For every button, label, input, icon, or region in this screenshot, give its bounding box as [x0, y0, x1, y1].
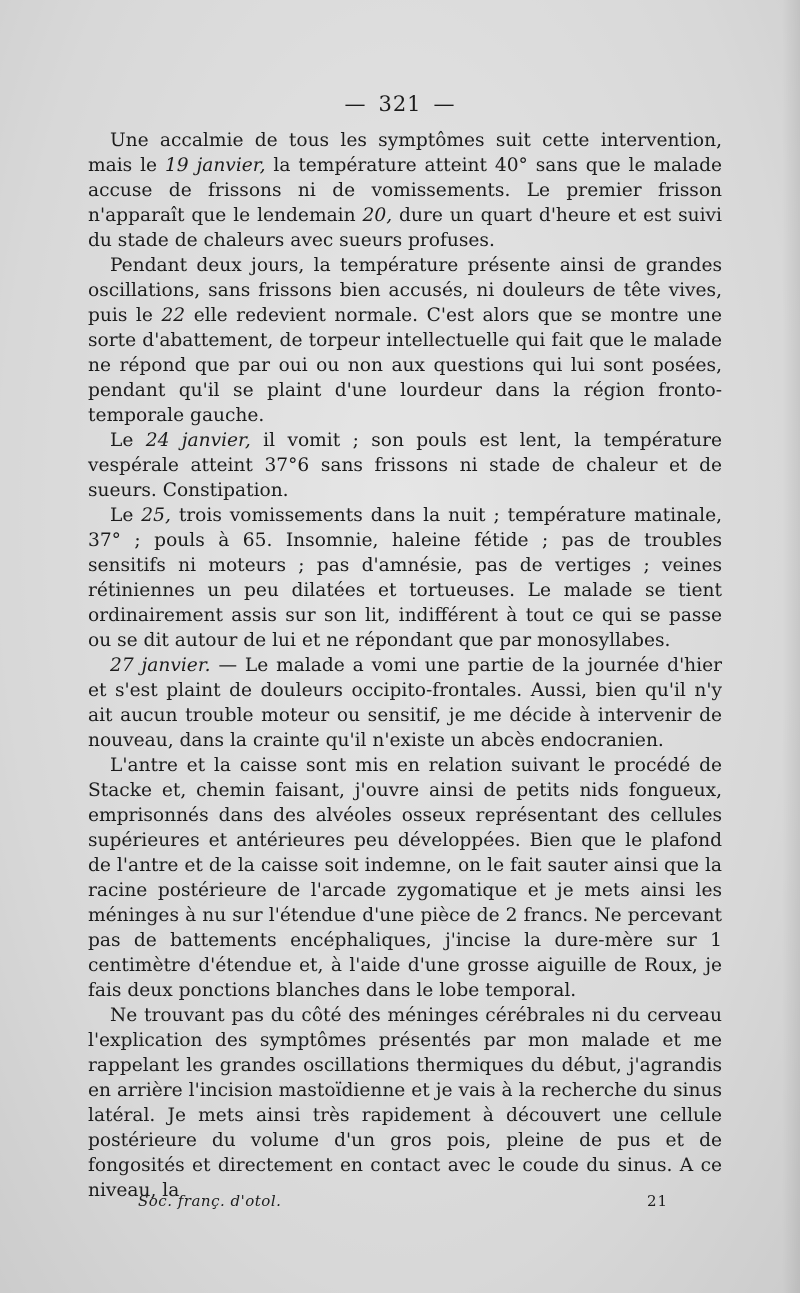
paragraph — [88, 653, 722, 753]
paragraph-text: dure un quart d'heure et est suivi du stade de chaleurs avec sueurs profuses. — [88, 205, 723, 251]
paragraph — [88, 428, 722, 503]
page-number: 321 — [378, 92, 422, 116]
paragraph-italic: 25, — [141, 505, 171, 526]
paragraph-text: elle redevient normale. C'est alors que se montre une sorte d'abattement, de torpeur intellectuelle qui fait que le malade ne répond que par oui ou non aux questions qui lui sont posées, pendant qu'il se plaint d'une lourdeur dans la région fronto-temporale gauche. — [88, 305, 722, 426]
paragraph-text: Une accalmie de tous les symptômes suit cette intervention, mais le — [88, 130, 722, 176]
paragraph — [88, 503, 722, 653]
paragraph — [88, 1003, 722, 1203]
dash-left: — — [344, 92, 367, 116]
paragraph-italic: 24 janvier, — [145, 430, 251, 451]
page-number-line — [0, 92, 800, 116]
paragraph-italic: 22 — [161, 305, 186, 326]
paragraph — [88, 253, 722, 428]
paragraph-text: la température atteint 40° sans que le malade accuse de frissons ni de vomissements. Le premier frisson n'apparaît que le lendemain — [88, 155, 722, 226]
paragraph — [88, 128, 722, 253]
paragraph-text: trois vomissements dans la nuit ; température matinale, 37° ; pouls à 65. Insomnie, haleine fétide ; pas de troubles sensitifs ni moteurs ; pas d'amnésie, pas de vertiges ; veines rétiniennes un peu dilatées et tortueuses. Le malade se tient ordinairement assis sur son lit, indifférent à tout ce qui se passe ou se dit autour de lui et ne répondant que par monosyllabes. — [88, 505, 722, 651]
paragraph-italic: 19 janvier, — [164, 155, 266, 176]
page-edge-shadow — [782, 0, 800, 1293]
paragraph — [88, 753, 722, 1003]
paragraph-text: il vomit ; son pouls est lent, la température vespérale atteint 37°6 sans frissons ni stade de chaleur et de sueurs. Constipation. — [88, 430, 723, 501]
paragraph-text: Ne trouvant pas du côté des méninges cérébrales ni du cerveau l'explication des symptômes présentés par mon malade et me rappelant les grandes oscillations thermiques du début, j'agrandis en arrière l'incision mastoïdienne et je vais à la recherche du sinus latéral. Je mets ainsi très rapidement à découvert une cellule postérieure du volume d'un gros pois, pleine de pus et de fongosités et directement en contact avec le coude du sinus. A ce niveau, la — [88, 1005, 722, 1201]
paragraph-italic: 27 janvier. — [110, 655, 211, 676]
dash-right: — — [433, 92, 456, 116]
paragraph-text: — Le malade a vomi une partie de la journée d'hier et s'est plaint de douleurs occipito-frontales. Aussi, bien qu'il n'y ait aucun trouble moteur ou sensitif, je me décide à intervenir de nouveau, dans la crainte qu'il n'existe un abcès endocranien. — [88, 655, 722, 751]
paragraph-text: L'antre et la caisse sont mis en relation suivant le procédé de Stacke et, chemin faisant, j'ouvre ainsi de petits nids fongueux, emprisonnés dans des alvéoles osseux représentant des cellules supérieures et antérieures peu développées. Bien que le plafond de l'antre et de la caisse soit indemne, on le fait sauter ainsi que la racine postérieure de l'arcade zygomatique et je mets ainsi les méninges à nu sur l'étendue d'une pièce de 2 francs. Ne percevant pas de battements encéphaliques, j'incise la dure-mère sur 1 centimètre d'étendue et, à l'aide d'une grosse aiguille de Roux, je fais deux ponctions blanches dans le lobe temporal. — [88, 755, 722, 1001]
footer-journal: Soc. franç. d'otol. — [138, 1192, 282, 1210]
paragraph-italic: 20, — [362, 205, 393, 226]
paragraph-text: Pendant deux jours, la température présente ainsi de grandes oscillations, sans frissons bien accusés, ni douleurs de tête vives, puis le — [88, 255, 722, 326]
paragraph-text: Le — [110, 505, 142, 526]
body-text — [88, 128, 722, 1203]
paragraph-text: Le — [110, 430, 146, 451]
footer-signature: 21 — [647, 1192, 669, 1210]
